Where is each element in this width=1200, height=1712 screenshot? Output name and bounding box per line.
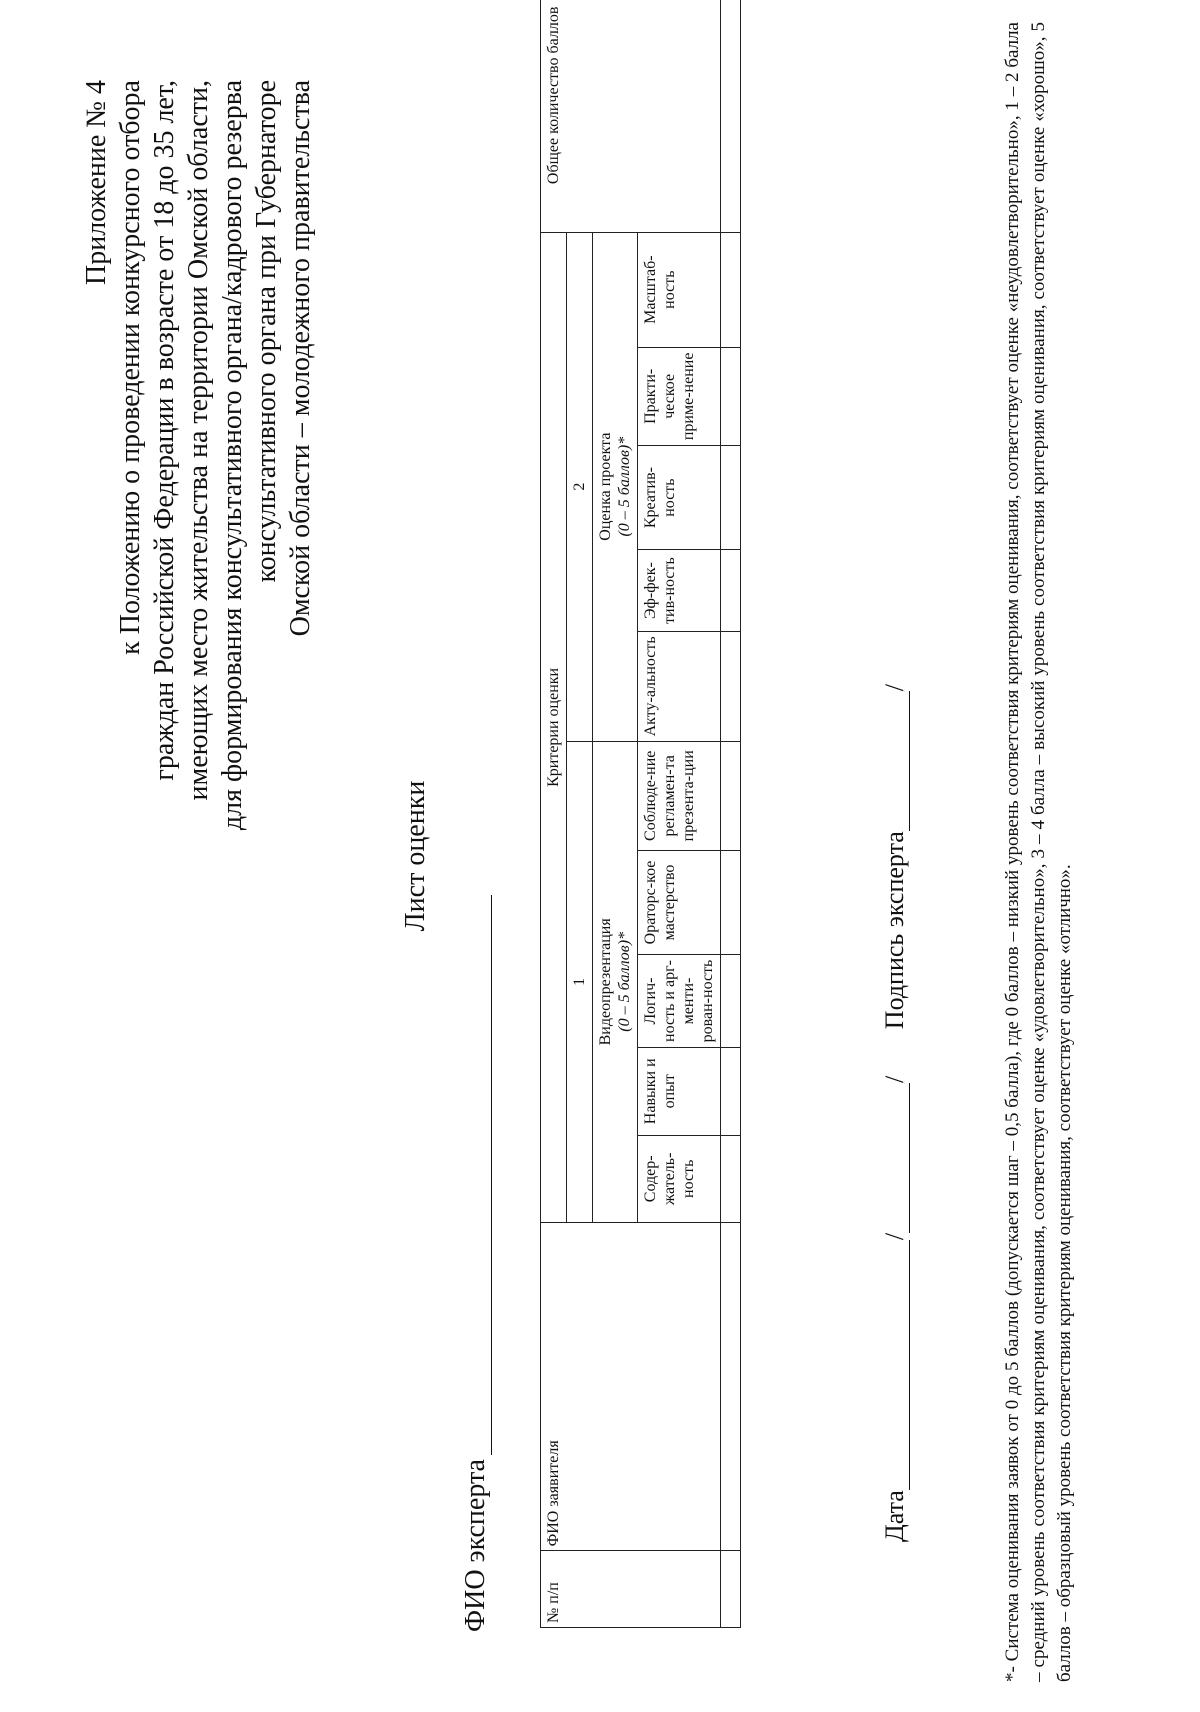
expert-name-field[interactable] bbox=[465, 895, 492, 1455]
group2-title-text: Оценка проекта bbox=[597, 432, 614, 541]
table-cell[interactable] bbox=[721, 1047, 741, 1135]
signature-label: Подпись эксперта bbox=[880, 831, 909, 1030]
evaluation-table bbox=[540, 0, 741, 1628]
table-cell[interactable] bbox=[721, 1135, 741, 1223]
table-header-row bbox=[541, 0, 567, 1628]
table-cell[interactable] bbox=[721, 446, 741, 550]
expert-name-row bbox=[460, 895, 492, 1632]
group2-title bbox=[593, 232, 638, 741]
signature-row bbox=[880, 684, 910, 1542]
annex-line: к Положению о проведении конкурсного отбора bbox=[115, 80, 146, 655]
table-cell[interactable] bbox=[721, 851, 741, 955]
annex-line: Приложение № 4 bbox=[81, 80, 112, 285]
date-label: Дата bbox=[880, 1490, 909, 1542]
footnote: *- Система оценивания заявок от 0 до 5 баллов (допускается шаг – 0,5 балла), где 0 баллов – низкий уровень соответствия критериям оценивания, соответствует оценке «неудовлетворительно», 1 – 2 балла – средний уровень соответствия критериям оценивания, соответствует оценке «удовлетворительно», 3 – 4 балла – высокий уровень соответствия критериям оценивания, соответствует оценке «хорошо», 5 баллов – образцовый уровень соответствия критериям оценивания, соответствует оценке «отлично». bbox=[1002, 22, 1075, 1682]
separator: / bbox=[880, 683, 909, 692]
criterion-header: Соблюде-ние регламен-та презента-ции bbox=[638, 741, 721, 850]
annex-line: консультативного органа при Губернаторе bbox=[251, 80, 282, 583]
table-cell[interactable] bbox=[721, 232, 741, 347]
criterion-header: Логич-ность и арг-менти-рован-ность bbox=[638, 954, 721, 1047]
table-cell[interactable] bbox=[721, 347, 741, 445]
separator: / bbox=[880, 1232, 909, 1241]
criterion-header: Эф-фек-тив-ность bbox=[638, 550, 721, 632]
page-title: Лист оценки bbox=[400, 780, 431, 932]
table-row bbox=[721, 0, 741, 1628]
group1-number: 1 bbox=[567, 741, 593, 1223]
criterion-header: Навыки и опыт bbox=[638, 1047, 721, 1135]
expert-name-label: ФИО эксперта bbox=[460, 1459, 491, 1632]
group2-number: 2 bbox=[567, 232, 593, 741]
criterion-header: Акту-альность bbox=[638, 632, 721, 741]
date-field[interactable] bbox=[885, 1240, 910, 1490]
group1-range: (0 – 5 баллов)* bbox=[616, 931, 633, 1032]
criterion-header: Содер-жатель-ность bbox=[638, 1135, 721, 1223]
annex-line: имеющих место жительства на территории Омской области, bbox=[183, 80, 214, 801]
col-name-header: ФИО заявителя bbox=[541, 1223, 721, 1551]
annex-line: Омской области – молодежного правительства bbox=[285, 80, 316, 637]
group2-range: (0 – 5 баллов)* bbox=[616, 436, 633, 537]
criterion-header: Практи-ческое приме-нение bbox=[638, 347, 721, 445]
col-criteria-header: Критерии оценки bbox=[541, 232, 567, 1222]
table-cell[interactable] bbox=[721, 0, 741, 232]
group1-title bbox=[593, 741, 638, 1223]
group1-title-text: Видеопрезентация bbox=[597, 918, 614, 1046]
criterion-header: Ораторс-кое мастерство bbox=[638, 851, 721, 955]
criterion-header: Креатив-ность bbox=[638, 446, 721, 550]
col-total-header: Общее количество баллов bbox=[541, 0, 721, 232]
table-cell[interactable] bbox=[721, 550, 741, 632]
annex-line: граждан Российской Федерации в возрасте от 18 до 35 лет, bbox=[149, 80, 180, 781]
signature-field[interactable] bbox=[885, 1083, 910, 1233]
table-cell[interactable] bbox=[721, 954, 741, 1047]
table-cell[interactable] bbox=[721, 1551, 741, 1628]
annex-header bbox=[80, 80, 318, 980]
signature-field-2[interactable] bbox=[885, 691, 910, 831]
col-num-header: № п/п bbox=[541, 1551, 721, 1628]
table-cell[interactable] bbox=[721, 741, 741, 850]
table-cell[interactable] bbox=[721, 632, 741, 741]
table-cell[interactable] bbox=[721, 1223, 741, 1551]
annex-line: для формирования консультативного органа/кадрового резерва bbox=[217, 80, 248, 831]
criterion-header: Масштаб-ность bbox=[638, 232, 721, 347]
separator: / bbox=[880, 1075, 909, 1083]
